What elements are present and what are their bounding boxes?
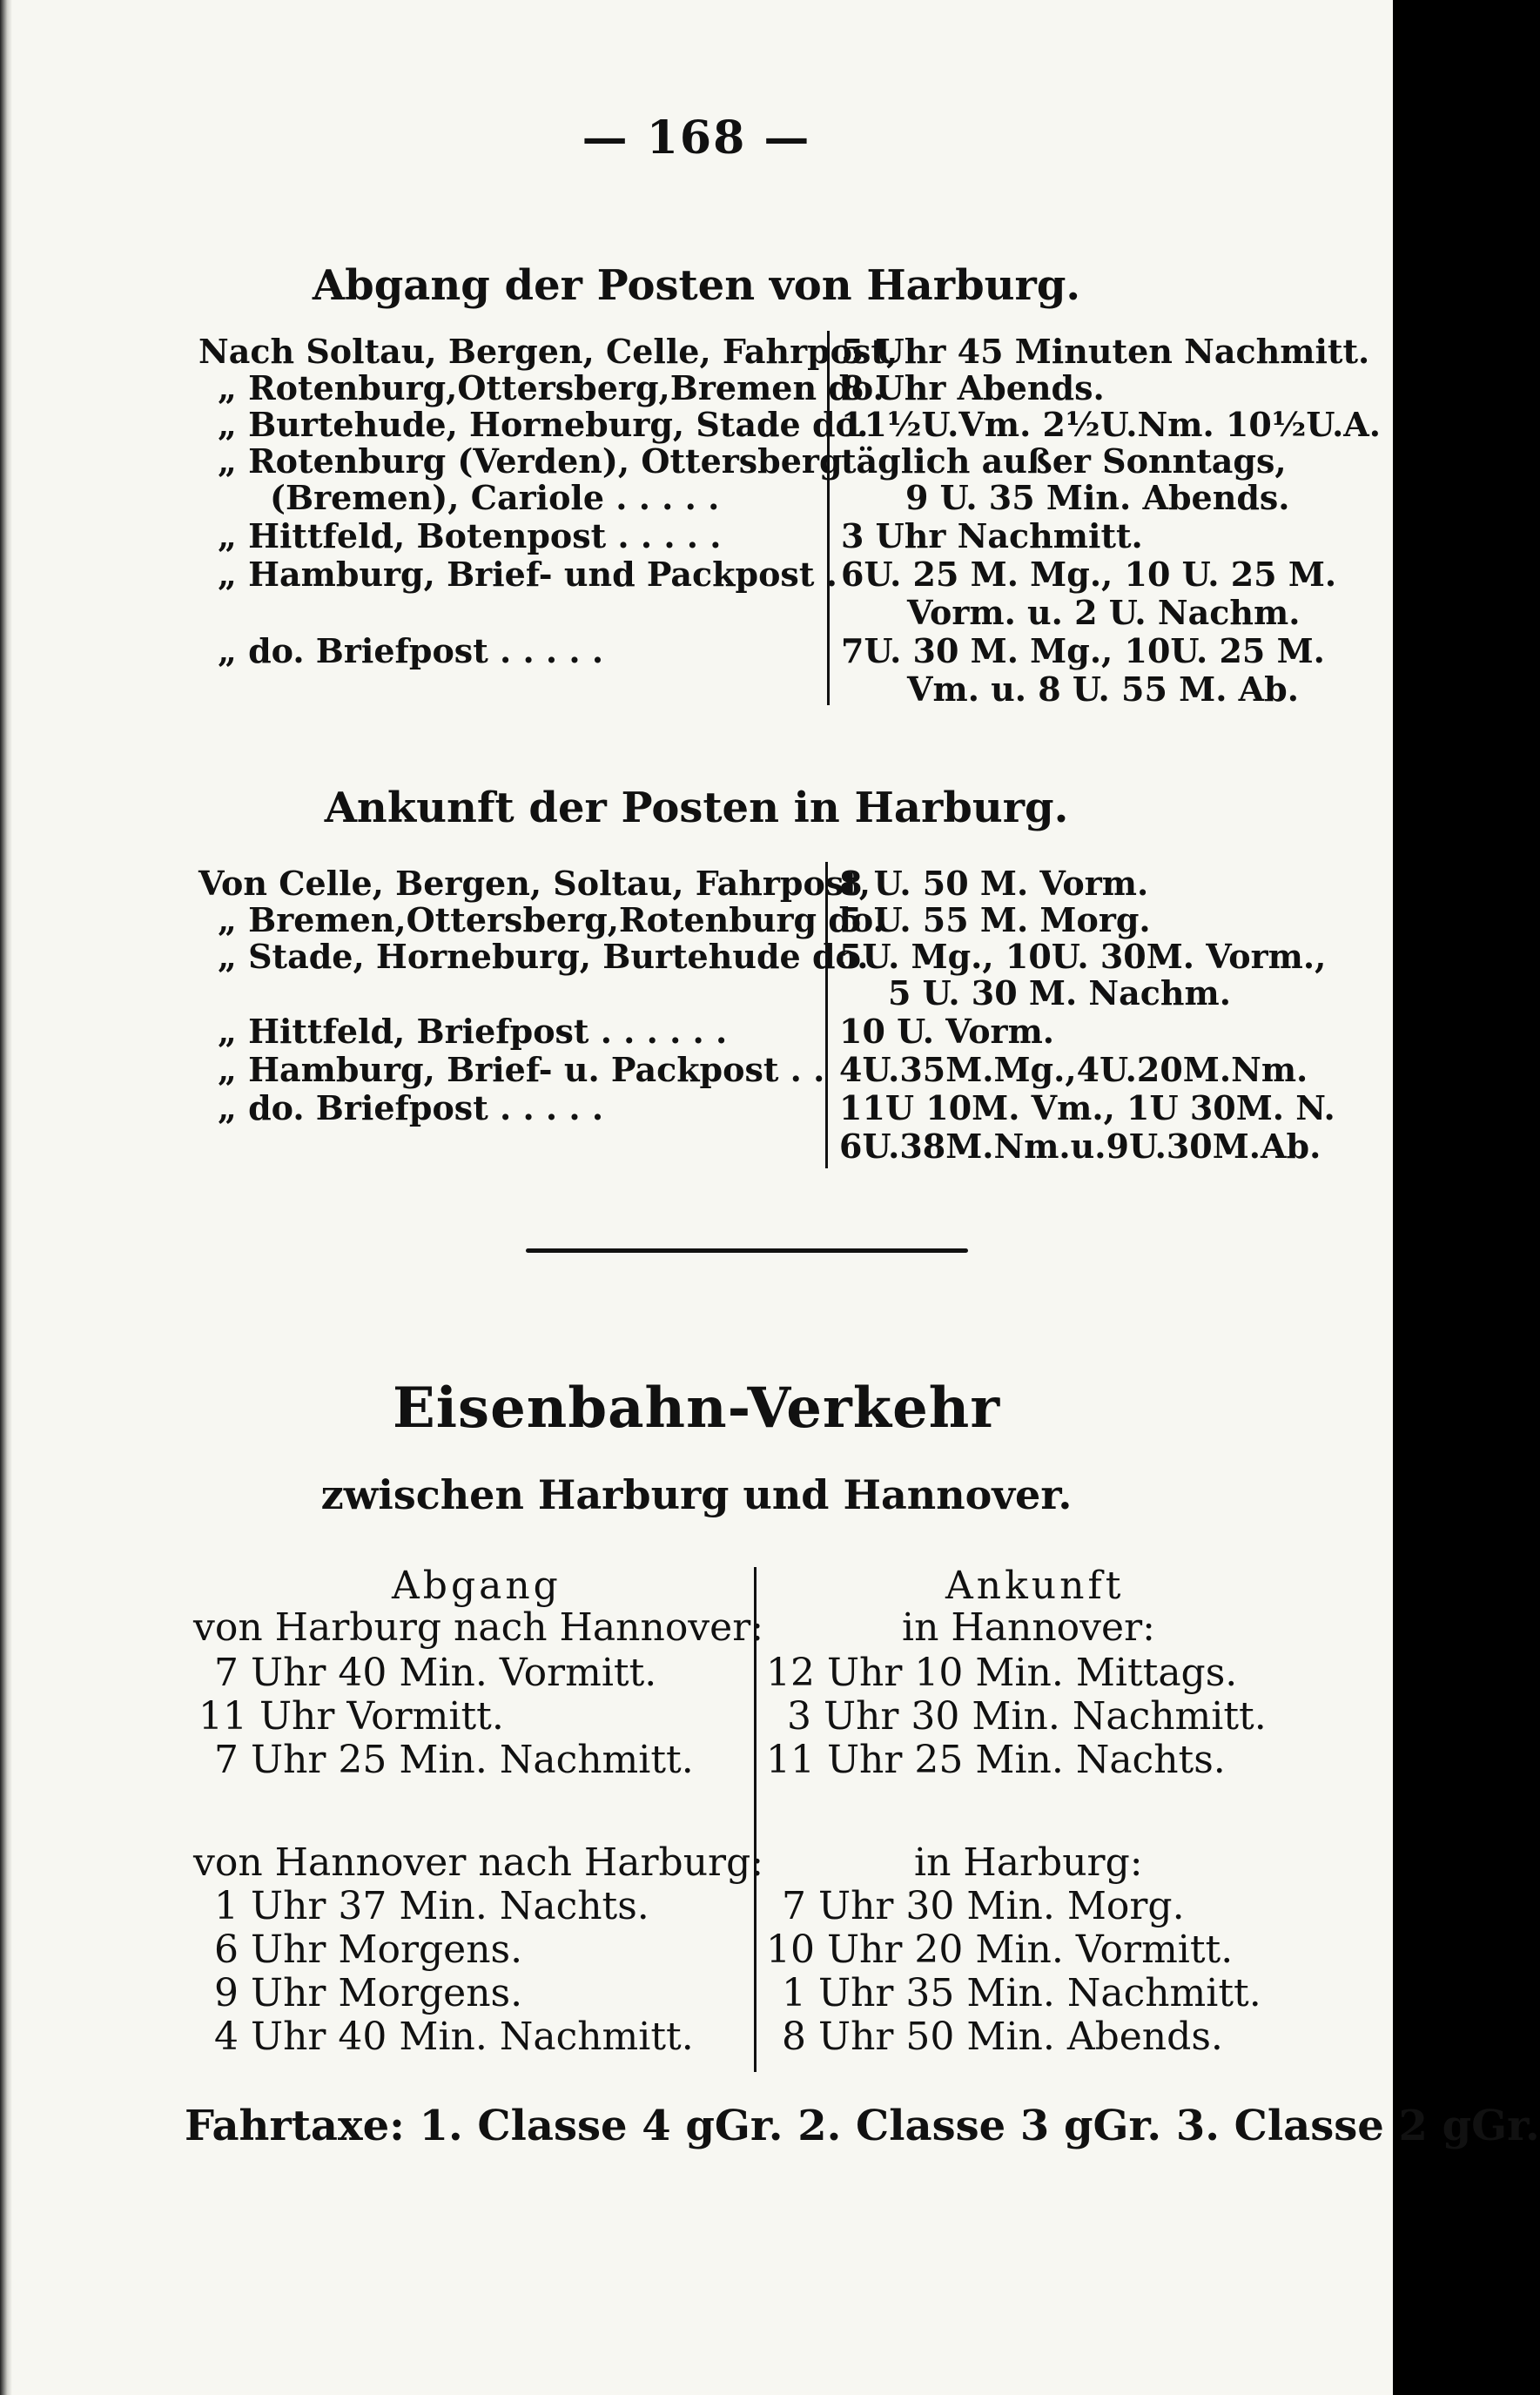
section-divider-rule xyxy=(526,1248,968,1253)
rail-arrival: 10 Uhr 20 Min. Vormitt. xyxy=(766,1927,1234,1972)
railway-heading: Eisenbahn-Verkehr xyxy=(392,1376,1001,1441)
arrival-time: 8 U. 50 M. Vorm. xyxy=(839,864,1149,903)
departure-place: „ Hittfeld, Botenpost . . . . . xyxy=(218,516,722,555)
departure-place: (Bremen), Cariole . . . . . xyxy=(270,478,720,517)
departure-time: 8 Uhr Abends. xyxy=(841,368,1105,407)
arrival-time: 5U. Mg., 10U. 30M. Vorm., xyxy=(839,937,1327,976)
departure-time: Vm. u. 8 U. 55 M. Ab. xyxy=(907,669,1299,709)
rail-departure: 4 Uhr 40 Min. Nachmitt. xyxy=(214,2015,694,2059)
rail-arrival: 1 Uhr 35 Min. Nachmitt. xyxy=(782,1971,1261,2015)
rail-departure: 7 Uhr 40 Min. Vormitt. xyxy=(214,1651,657,1695)
fare-line: Fahrtaxe: 1. Classe 4 gGr. 2. Classe 3 gGr. 3. Classe 2 gGr. xyxy=(185,2102,1540,2150)
departure-time: 9 U. 35 Min. Abends. xyxy=(905,478,1290,517)
departure-time: 7U. 30 M. Mg., 10U. 25 M. xyxy=(841,631,1325,670)
rail-departure: 11 Uhr Vormitt. xyxy=(198,1694,504,1739)
arrival-time: 5 U. 55 M. Morg. xyxy=(839,900,1151,939)
departure-time: 3 Uhr Nachmitt. xyxy=(841,516,1143,555)
rail-right-header-dest-2: in Harburg: xyxy=(914,1840,1143,1885)
arrival-time: 11U 10M. Vm., 1U 30M. N. xyxy=(839,1088,1335,1127)
arrival-time: 4U.35M.Mg.,4U.20M.Nm. xyxy=(839,1050,1308,1089)
arrival-place: Von Celle, Bergen, Soltau, Fahrpost, xyxy=(198,864,871,903)
arrival-place: „ Stade, Horneburg, Burtehude do. xyxy=(218,937,869,976)
rail-arrival: 12 Uhr 10 Min. Mittags. xyxy=(766,1651,1238,1695)
rail-left-header-route-1: von Harburg nach Hannover: xyxy=(193,1605,764,1650)
rail-departure: 9 Uhr Morgens. xyxy=(214,1971,523,2015)
rail-left-header-route-2: von Hannover nach Harburg: xyxy=(193,1840,764,1885)
rail-right-header-ankunft: Ankunft xyxy=(945,1564,1125,1608)
arrival-place: „ Hamburg, Brief- u. Packpost . . xyxy=(218,1050,825,1089)
rail-arrival: 3 Uhr 30 Min. Nachmitt. xyxy=(787,1694,1267,1739)
departure-place: „ do. Briefpost . . . . . xyxy=(218,631,604,670)
arrival-time: 5 U. 30 M. Nachm. xyxy=(888,973,1231,1012)
departure-time: täglich außer Sonntags, xyxy=(841,441,1287,481)
rail-departure: 1 Uhr 37 Min. Nachts. xyxy=(214,1884,649,1928)
arrival-place: „ do. Briefpost . . . . . xyxy=(218,1088,604,1127)
rail-departure: 7 Uhr 25 Min. Nachmitt. xyxy=(214,1738,694,1782)
arrival-time: 10 U. Vorm. xyxy=(839,1012,1055,1051)
railway-subheading: zwischen Harburg und Hannover. xyxy=(320,1471,1073,1518)
arrival-place: „ Hittfeld, Briefpost . . . . . . xyxy=(218,1012,728,1051)
departure-heading: Abgang der Posten von Harburg. xyxy=(312,261,1081,310)
departure-place: „ Rotenburg,Ottersberg,Bremen do. xyxy=(218,368,884,407)
rail-left-header-abgang: Abgang xyxy=(392,1564,562,1608)
departure-time: 5 Uhr 45 Minuten Nachmitt. xyxy=(841,332,1370,371)
departure-time: 6U. 25 M. Mg., 10 U. 25 M. xyxy=(841,555,1337,594)
page-spine-shadow xyxy=(0,0,12,2395)
rail-right-header-dest-1: in Hannover: xyxy=(902,1605,1155,1650)
departure-place: „ Burtehude, Horneburg, Stade do. xyxy=(218,405,869,444)
departure-place: „ Rotenburg (Verden), Ottersberg xyxy=(218,441,843,481)
arrival-place: „ Bremen,Ottersberg,Rotenburg do. xyxy=(218,900,884,939)
rail-arrival: 8 Uhr 50 Min. Abends. xyxy=(782,2015,1223,2059)
arrival-heading: Ankunft der Posten in Harburg. xyxy=(324,784,1069,832)
rail-arrival: 11 Uhr 25 Min. Nachts. xyxy=(766,1738,1226,1782)
rail-departure: 6 Uhr Morgens. xyxy=(214,1927,523,1972)
page-number: — 168 — xyxy=(582,111,811,165)
departure-place: „ Hamburg, Brief- und Packpost . xyxy=(218,555,837,594)
departure-time: 11½U.Vm. 2½U.Nm. 10½U.A. xyxy=(841,405,1382,444)
rail-arrival: 7 Uhr 30 Min. Morg. xyxy=(782,1884,1185,1928)
departure-time: Vorm. u. 2 U. Nachm. xyxy=(907,593,1301,632)
arrival-time: 6U.38M.Nm.u.9U.30M.Ab. xyxy=(839,1127,1321,1166)
departure-place: Nach Soltau, Bergen, Celle, Fahrpost, xyxy=(198,332,898,371)
